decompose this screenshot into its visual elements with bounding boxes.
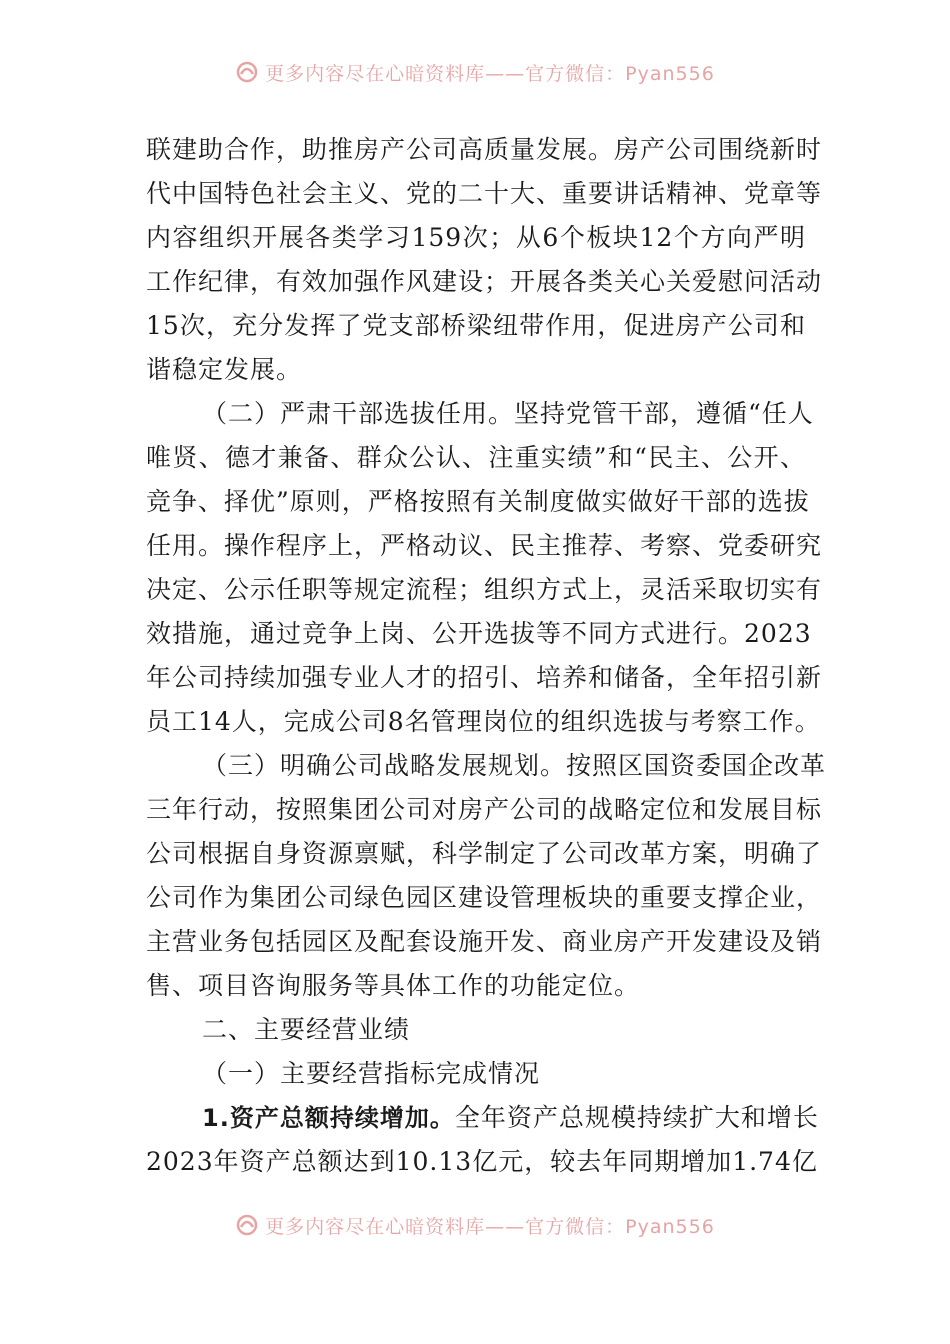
- text-line: 公司根据自身资源禀赋，科学制定了公司改革方案，明确了: [146, 839, 823, 868]
- text-line: [146, 1096, 819, 1140]
- text-line: 内容组织开展各类学习159次；从6个板块12个方向严明: [146, 223, 806, 252]
- text-line: 任用。操作程序上，严格动议、民主推荐、考察、党委研究: [146, 531, 823, 560]
- text-line: 竞争、择优”原则，严格按照有关制度做实做好干部的选拔: [146, 487, 810, 516]
- text-line: 主营业务包括园区及配套设施开发、商业房产开发建设及销: [146, 927, 823, 956]
- watermark-footer: [0, 1208, 950, 1242]
- text-line: 效措施，通过竞争上岗、公开选拔等不同方式进行。2023: [146, 619, 812, 648]
- text-line: 售、项目咨询服务等具体工作的功能定位。: [146, 971, 641, 1000]
- text-line: 2023年资产总额达到10.13亿元，较去年同期增加1.74亿: [146, 1147, 818, 1176]
- document-body: [146, 128, 827, 1184]
- paragraph-heading-3: （三）明确公司战略发展规划。按照区国资委国企改革: [202, 751, 827, 780]
- text-line: 谐稳定发展。: [146, 355, 303, 384]
- paragraph-heading-2: （二）严肃干部选拔任用。坚持党管干部，遵循“任人: [202, 399, 814, 428]
- text-line: 决定、公示任职等规定流程；组织方式上，灵活采取切实有: [146, 575, 823, 604]
- watermark-header: [0, 55, 950, 89]
- watermark-logo-icon: [235, 1213, 259, 1237]
- text-line: 工作纪律，有效加强作风建设；开展各类关心关爱慰问活动: [146, 267, 823, 296]
- subsection-heading: （一）主要经营指标完成情况: [202, 1059, 541, 1088]
- text-line: 三年行动，按照集团公司对房产公司的战略定位和发展目标: [146, 795, 823, 824]
- watermark-text: 更多内容尽在心暗资料库——官方微信：Pyan556: [265, 62, 715, 85]
- text-line: 唯贤、德才兼备、群众公认、注重实绩”和“民主、公开、: [146, 443, 806, 472]
- text-line: 联建助合作，助推房产公司高质量发展。房产公司围绕新时: [146, 135, 823, 164]
- watermark-logo-icon: [235, 60, 259, 84]
- text-line: 代中国特色社会主义、党的二十大、重要讲话精神、党章等: [146, 179, 823, 208]
- text-line: 15次，充分发挥了党支部桥梁纽带作用，促进房产公司和: [146, 311, 806, 340]
- text-line: 公司作为集团公司绿色园区建设管理板块的重要支撑企业，: [146, 883, 823, 912]
- section-heading: 二、主要经营业绩: [202, 1015, 411, 1044]
- text-span: 全年资产总规模持续扩大和增长: [454, 1103, 819, 1132]
- text-line: 年公司持续加强专业人才的招引、培养和储备，全年招引新: [146, 663, 823, 692]
- watermark-text: 更多内容尽在心暗资料库——官方微信：Pyan556: [265, 1215, 715, 1238]
- lead-heading: 1.资产总额持续增加。: [202, 1104, 455, 1132]
- text-line: 员工14人，完成公司8名管理岗位的组织选拔与考察工作。: [146, 707, 821, 736]
